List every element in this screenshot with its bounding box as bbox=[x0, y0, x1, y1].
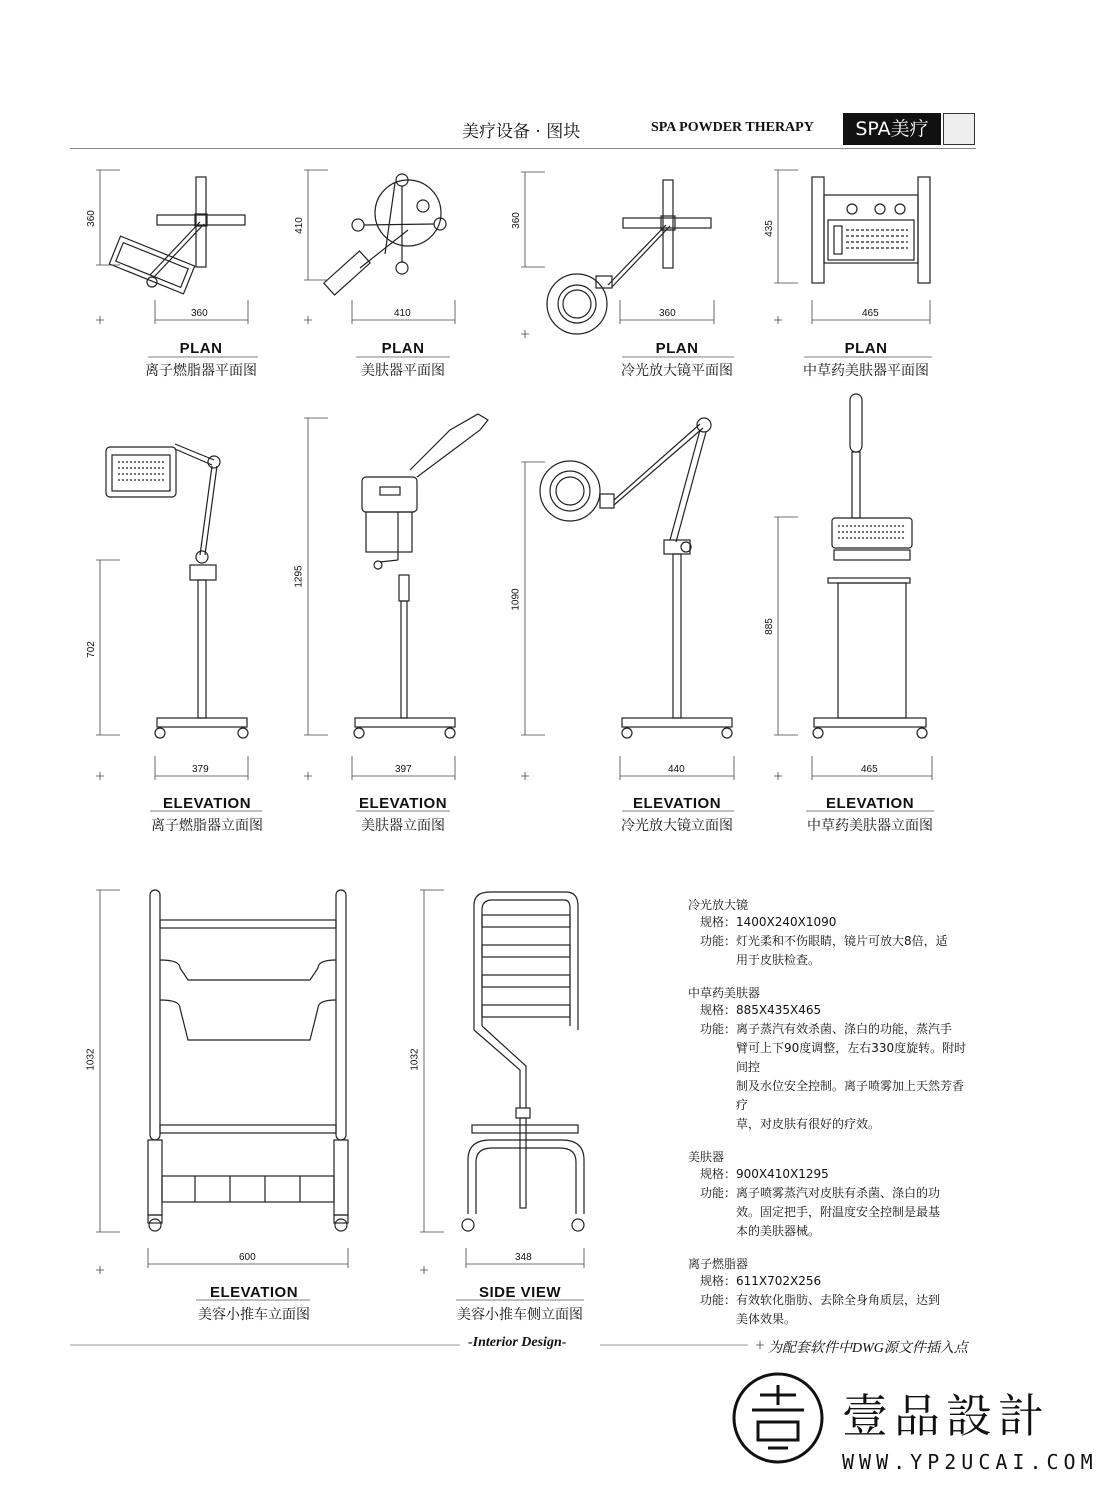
caption-plan3-cn: 冷光放大镜平面图 bbox=[621, 363, 733, 379]
caption-plan4-cn: 中草药美肤器平面图 bbox=[803, 363, 929, 379]
description-line: 功能：离子蒸汽有效杀菌、涤白的功能，蒸汽手 bbox=[700, 1022, 953, 1036]
dim-elev3-width: 440 bbox=[668, 764, 685, 775]
cart-elevation-drawing bbox=[148, 890, 348, 1231]
dim-cart-height: 1032 bbox=[85, 1048, 97, 1071]
footer-interior-design: -Interior Design- bbox=[468, 1335, 567, 1350]
elevation-skin-device-drawing bbox=[354, 414, 488, 738]
description-title: 美肤器 bbox=[688, 1150, 725, 1164]
logo-seal-icon bbox=[734, 1374, 822, 1462]
description-skin-device bbox=[688, 1148, 968, 1241]
description-line: 规格：1400X240X1090 bbox=[700, 915, 837, 929]
dim-elev2-height: 1295 bbox=[293, 565, 305, 588]
plan-herbal-drawing bbox=[812, 177, 930, 283]
description-line: 草，对皮肤有很好的疗效。 bbox=[736, 1117, 881, 1131]
description-line: 用于皮肤检查。 bbox=[736, 953, 821, 967]
description-line: 规格：885X435X465 bbox=[700, 1003, 822, 1017]
description-line: 效。固定把手，附温度安全控制是最基 bbox=[736, 1205, 941, 1219]
dim-side-height: 1032 bbox=[409, 1048, 421, 1071]
description-herbal bbox=[688, 984, 968, 1134]
dim-cart-width: 600 bbox=[239, 1252, 256, 1263]
description-line: 规格：900X410X1295 bbox=[700, 1167, 829, 1181]
plan-magnifier-drawing bbox=[547, 180, 711, 334]
caption-elev1-cn: 离子燃脂器立面图 bbox=[151, 818, 263, 834]
description-line: 功能：灯光柔和不伤眼睛，镜片可放大8倍，适 bbox=[700, 934, 948, 948]
dim-elev1-height: 702 bbox=[85, 641, 97, 658]
caption-elev2-en: ELEVATION bbox=[358, 795, 448, 812]
description-line: 臂可上下90度调整，左右330度旋转。附时间控 bbox=[736, 1041, 967, 1074]
elevation-ion-slimming-drawing bbox=[106, 444, 248, 738]
dim-elev2-width: 397 bbox=[395, 764, 412, 775]
dim-plan4-height: 435 bbox=[763, 220, 775, 237]
plan-ion-slimming-drawing bbox=[109, 177, 245, 294]
caption-side-cn: 美容小推车侧立面图 bbox=[457, 1307, 583, 1323]
description-line: 功能：有效软化脂肪、去除全身角质层，达到 bbox=[700, 1293, 941, 1307]
elevation-magnifier-drawing bbox=[540, 418, 732, 738]
caption-cart-cn: 美容小推车立面图 bbox=[198, 1307, 310, 1323]
plan-skin-device-drawing bbox=[324, 174, 446, 295]
dim-elev4-width: 465 bbox=[861, 764, 878, 775]
caption-plan3-en: PLAN bbox=[655, 340, 699, 357]
description-title: 冷光放大镜 bbox=[688, 898, 749, 912]
description-line: 规格：611X702X256 bbox=[700, 1274, 822, 1288]
caption-side-en: SIDE VIEW bbox=[478, 1284, 561, 1301]
header-title-en: SPA POWDER THERAPY bbox=[651, 120, 814, 135]
dim-elev4-height: 885 bbox=[763, 618, 775, 635]
caption-cart-en: ELEVATION bbox=[209, 1284, 299, 1301]
dim-plan3-width: 360 bbox=[659, 308, 676, 319]
caption-elev4-cn: 中草药美肤器立面图 bbox=[807, 818, 933, 834]
description-panel bbox=[688, 896, 968, 1329]
caption-elev4-en: ELEVATION bbox=[825, 795, 915, 812]
footer-insertion-note: 为配套软件中DWG源文件插入点 bbox=[768, 1341, 968, 1356]
caption-plan4-en: PLAN bbox=[844, 340, 888, 357]
dim-elev3-height: 1090 bbox=[510, 588, 522, 611]
description-line: 制及水位安全控制。离子喷雾加上天然芳香疗 bbox=[736, 1079, 965, 1112]
dim-elev1-width: 379 bbox=[192, 764, 209, 775]
description-ion-slimming bbox=[688, 1255, 968, 1329]
description-line: 功能：离子喷雾蒸汽对皮肤有杀菌、涤白的功 bbox=[700, 1186, 941, 1200]
cart-side-view-drawing bbox=[462, 892, 584, 1231]
caption-plan1-en: PLAN bbox=[179, 340, 223, 357]
caption-elev1-en: ELEVATION bbox=[162, 795, 252, 812]
description-title: 离子燃脂器 bbox=[688, 1257, 749, 1271]
dim-plan3-height: 360 bbox=[510, 212, 522, 229]
dim-plan4-width: 465 bbox=[862, 308, 879, 319]
caption-elev3-en: ELEVATION bbox=[632, 795, 722, 812]
dim-plan1-width: 360 bbox=[191, 308, 208, 319]
dim-plan2-height: 410 bbox=[293, 217, 305, 234]
dim-plan1-height: 360 bbox=[85, 210, 97, 227]
logo-url: WWW.YP2UCAI.COM bbox=[842, 1450, 1098, 1474]
description-line: 美体效果。 bbox=[736, 1312, 797, 1326]
dim-side-width: 348 bbox=[515, 1252, 532, 1263]
description-title: 中草药美肤器 bbox=[688, 986, 761, 1000]
spa-badge: SPA美疗 bbox=[843, 113, 941, 145]
description-line: 本的美肤器械。 bbox=[736, 1224, 821, 1238]
dim-plan2-width: 410 bbox=[394, 308, 411, 319]
caption-elev3-cn: 冷光放大镜立面图 bbox=[621, 818, 733, 834]
description-magnifier bbox=[688, 896, 968, 970]
caption-plan1-cn: 离子燃脂器平面图 bbox=[145, 363, 257, 379]
header-title-cn: 美疗设备 · 图块 bbox=[462, 122, 581, 142]
caption-plan2-cn: 美肤器平面图 bbox=[361, 363, 445, 379]
caption-elev2-cn: 美肤器立面图 bbox=[361, 818, 445, 834]
caption-plan2-en: PLAN bbox=[381, 340, 425, 357]
elevation-herbal-drawing bbox=[813, 394, 927, 738]
logo-name: 壹品設計 bbox=[842, 1389, 1050, 1443]
